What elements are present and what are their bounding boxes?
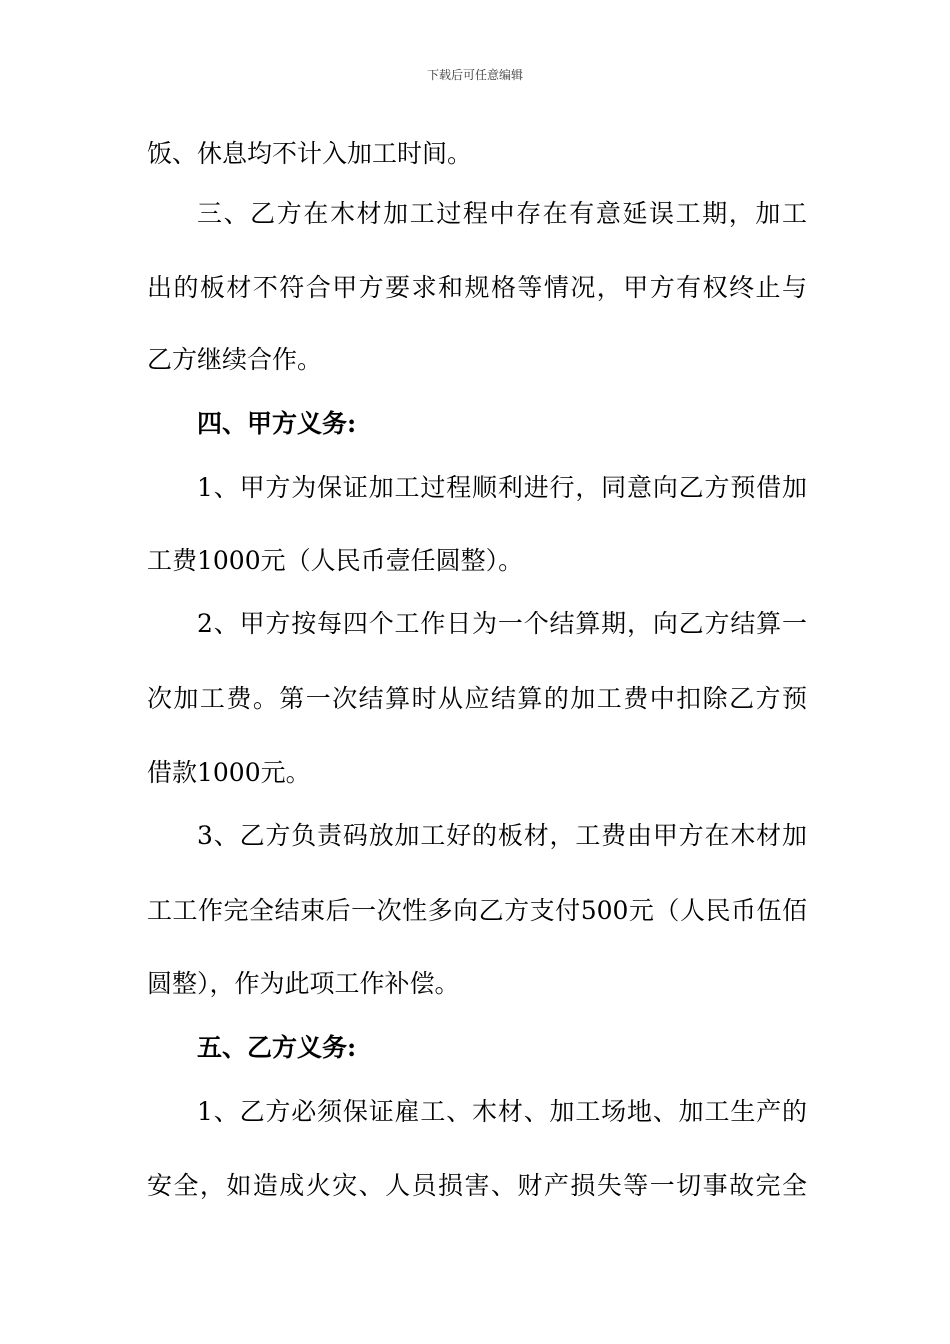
section-heading: 四、甲方义务: (197, 409, 357, 438)
body-line: 借款1000元。 (147, 758, 311, 787)
body-line: 饭、休息均不计入加工时间。 (147, 139, 473, 168)
body-line: 出的板材不符合甲方要求和规格等情况，甲方有权终止与 (147, 273, 807, 302)
clause-line: 2、甲方按每四个工作日为一个结算期，向乙方结算一 (197, 609, 807, 638)
body-line: 安全，如造成火灾、人员损害、财产损失等一切事故完全 (147, 1171, 807, 1200)
page-header: 下载后可任意编辑 (426, 68, 523, 82)
clause-line: 3、乙方负责码放加工好的板材，工费由甲方在木材加 (197, 821, 807, 850)
body-line: 次加工费。第一次结算时从应结算的加工费中扣除乙方预 (147, 684, 807, 713)
body-line: 工费1000元（人民币壹任圆整）。 (147, 546, 524, 575)
body-line: 乙方继续合作。 (147, 345, 323, 374)
clause-line: 1、甲方为保证加工过程顺利进行，同意向乙方预借加 (197, 473, 807, 502)
body-line: 工工作完全结束后一次性多向乙方支付500元（人民币伍佰 (147, 896, 807, 925)
clause-line: 1、乙方必须保证雇工、木材、加工场地、加工生产的 (197, 1097, 807, 1126)
clause-line: 三、乙方在木材加工过程中存在有意延误工期，加工 (197, 199, 807, 228)
body-line: 圆整），作为此项工作补偿。 (147, 969, 460, 998)
section-heading: 五、乙方义务: (197, 1033, 357, 1062)
